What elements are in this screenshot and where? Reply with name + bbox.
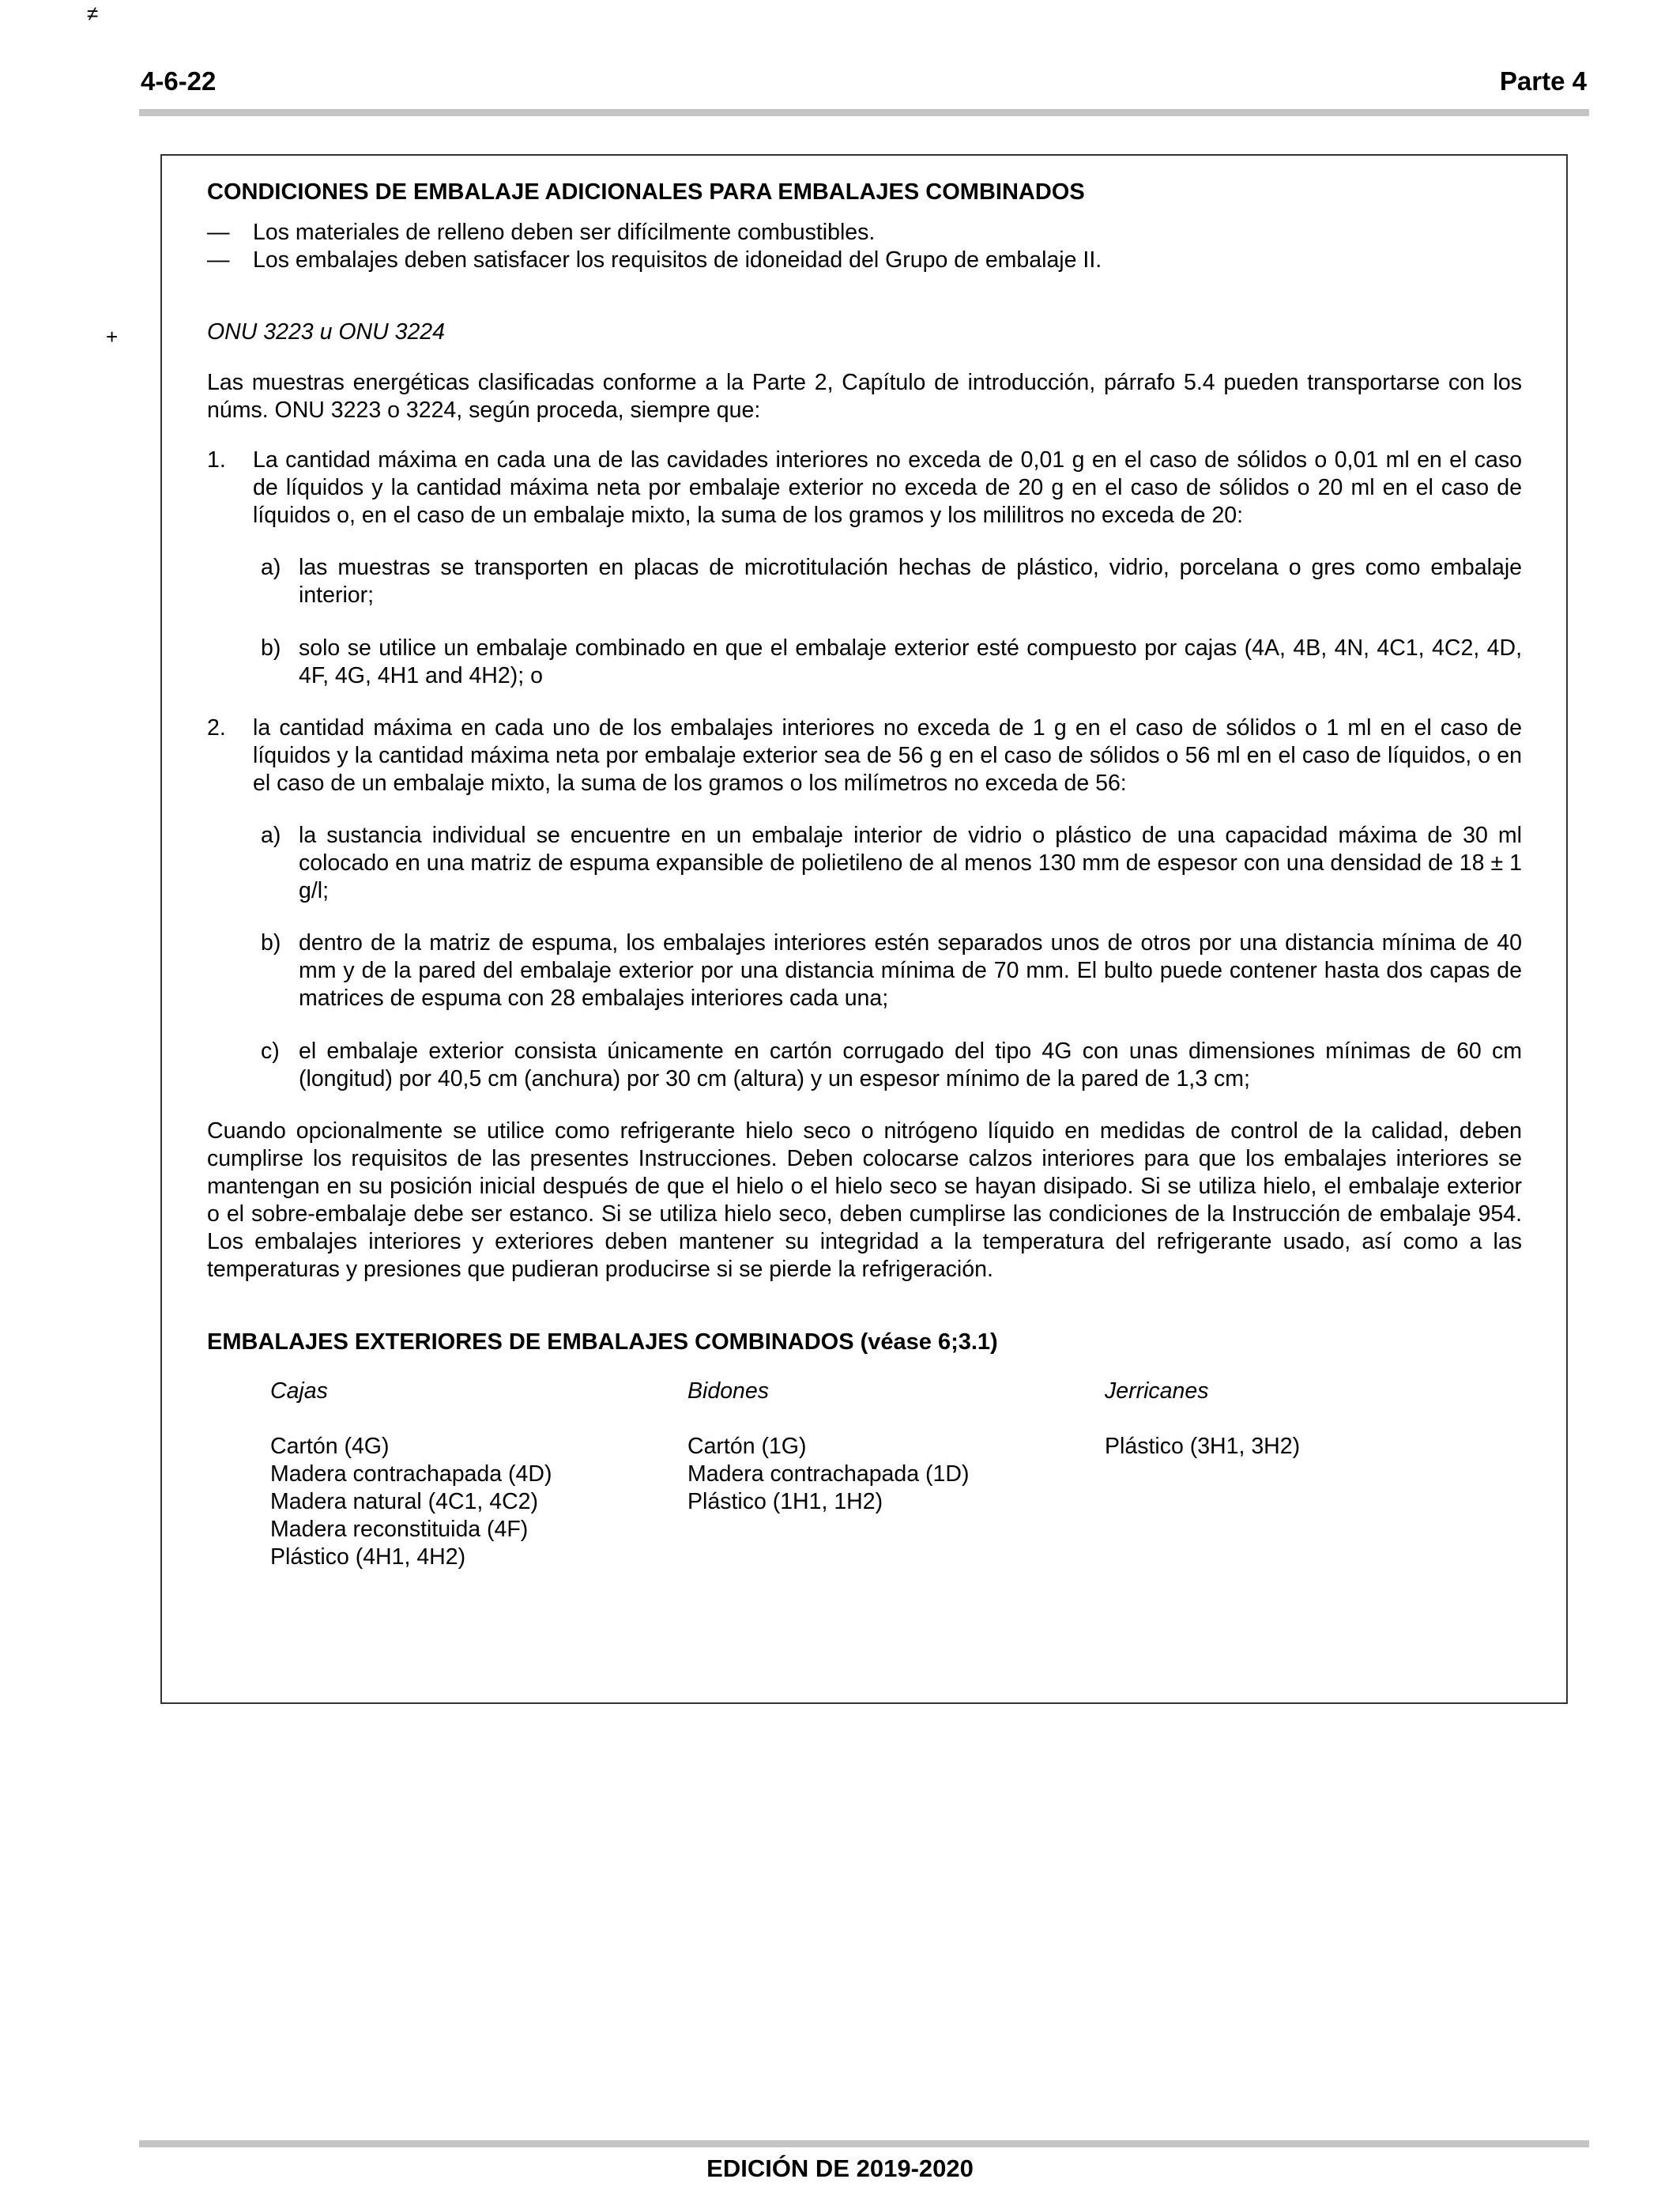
list-item: Cartón (1G): [687, 1434, 807, 1459]
column-jerricanes: [1105, 1378, 1522, 1571]
part-label: Parte 4: [1499, 66, 1587, 96]
dash-marker: —: [207, 247, 230, 273]
sub-item-letter: a): [261, 555, 281, 580]
refrigerant-paragraph: Cuando opcionalmente se utilice como refrigerante hielo seco o nitrógeno líquido en medidas de control de la calidad, deben cumplirse los requisitos de las presentes Instrucciones. Deben colocarse calzos interiores para que los embalajes interiores se mantengan en su posición inicial después de que el hielo o el hielo seco se hayan disipado. Si se utiliza hielo, el embalaje exterior o el sobre-embalaje debe ser estanco. Si se utiliza hielo seco, deben cumplirse las condiciones de la Instrucción de embalaje 954. Los embalajes interiores y exteriores deben mantener su integridad a la temperatura del refrigerante usado, así como a las temperaturas y presiones que pudieran producirse si se pierde la refrigeración.: [207, 1118, 1522, 1282]
onu-heading: ONU 3223 u ONU 3224: [207, 319, 445, 345]
list-item: Plástico (3H1, 3H2): [1105, 1434, 1301, 1459]
page-number: 4-6-22: [141, 66, 217, 96]
sub-item-letter: c): [261, 1039, 280, 1064]
additional-conditions-heading: CONDICIONES DE EMBALAJE ADICIONALES PARA EMBALAJES COMBINADOS: [207, 179, 1085, 205]
sub-item-text: el embalaje exterior consista únicamente en cartón corrugado del tipo 4G con unas dimensiones mínimas de 60 cm (longitud) por 40,5 cm (anchura) por 30 cm (altura) y un espesor mínimo de la pared de 1,3 cm;: [299, 1039, 1522, 1091]
sub-item-text: la sustancia individual se encuentre en un embalaje interior de vidrio o plástico de una capacidad máxima de 30 ml colocado en una matriz de espuma expansible de polietileno de al menos 130 mm de espesor con una densidad de 18 ± 1 g/l;: [299, 823, 1522, 903]
column-cajas: [270, 1378, 687, 1571]
list-item: Cartón (4G): [270, 1434, 390, 1459]
sub-item-letter: a): [261, 823, 281, 848]
sub-item: [261, 1038, 1522, 1093]
column-title: Jerricanes: [1105, 1378, 1209, 1404]
item-text: la cantidad máxima en cada uno de los embalajes interiores no exceda de 1 g en el caso de sólidos o 1 ml en el caso de líquidos y la cantidad máxima neta por embalaje exterior sea de 56 g en el caso de sólidos o 56 ml en el caso de líquidos, o en el caso de un embalaje mixto, la suma de los gramos o los milímetros no exceda de 56:: [253, 715, 1522, 796]
sub-item-letter: b): [261, 930, 281, 956]
sub-item: [261, 929, 1522, 1012]
sub-item-text: solo se utilice un embalaje combinado en que el embalaje exterior esté compuesto por cajas (4A, 4B, 4N, 4C1, 4C2, 4D, 4F, 4G, 4H1 and 4H2); o: [299, 635, 1522, 688]
list-item: [207, 219, 1522, 247]
footer-rule: [139, 2140, 1589, 2147]
list-item: Madera contrachapada (1D): [687, 1461, 970, 1487]
column-title: Cajas: [270, 1378, 328, 1404]
header-rule: [139, 109, 1589, 116]
list-item: [207, 247, 1522, 274]
list-item: Madera reconstituida (4F): [270, 1517, 529, 1542]
addition-mark: +: [106, 325, 119, 349]
sub-item-text: las muestras se transporten en placas de microtitulación hechas de plástico, vidrio, porcelana o gres como embalaje interior;: [299, 555, 1522, 608]
outer-packagings-heading: EMBALAJES EXTERIORES DE EMBALAJES COMBINADOS (véase 6;3.1): [207, 1329, 998, 1355]
item-text: La cantidad máxima en cada una de las cavidades interiores no exceda de 0,01 g en el caso de sólidos o 0,01 ml en el caso de líquidos y la cantidad máxima neta por embalaje exterior no exceda de 20 g en el caso de sólidos o 20 ml en el caso de líquidos o, en el caso de un embalaje mixto, la suma de los gramos y los mililitros no exceda de 20:: [253, 447, 1522, 528]
list-item: Plástico (1H1, 1H2): [687, 1489, 883, 1514]
sub-item: [261, 635, 1522, 690]
item-number: 2.: [207, 715, 226, 741]
change-mark: ≠: [87, 2, 99, 25]
sub-item: [261, 554, 1522, 609]
list-item: Madera contrachapada (4D): [270, 1461, 552, 1487]
condition-text: Los embalajes deben satisfacer los requisitos de idoneidad del Grupo de embalaje II.: [253, 247, 1102, 273]
sub-item: [261, 822, 1522, 905]
numbered-item-1: [207, 447, 1522, 530]
numbered-item-2: [207, 714, 1522, 797]
dash-marker: —: [207, 220, 230, 245]
edition-footer: EDICIÓN DE 2019-2020: [706, 2154, 974, 2182]
onu-intro: Las muestras energéticas clasificadas conforme a la Parte 2, Capítulo de introducción, párrafo 5.4 pueden transportarse con los núms. ONU 3223 o 3224, según proceda, siempre que:: [207, 370, 1522, 423]
sub-item-text: dentro de la matriz de espuma, los embalajes interiores estén separados unos de otros por una distancia mínima de 40 mm y de la pared del embalaje exterior por una distancia mínima de 70 mm. El bulto puede contener hasta dos capas de matrices de espuma con 28 embalajes interiores cada una;: [299, 930, 1522, 1011]
list-item: Plástico (4H1, 4H2): [270, 1544, 466, 1570]
sub-item-letter: b): [261, 635, 281, 661]
condition-text: Los materiales de relleno deben ser difícilmente combustibles.: [253, 220, 876, 245]
list-item: Madera natural (4C1, 4C2): [270, 1489, 538, 1514]
conditions-list: [207, 219, 1522, 274]
outer-packaging-columns: [270, 1378, 1522, 1571]
item-number: 1.: [207, 447, 226, 473]
instruction-content: [207, 174, 1522, 1571]
column-title: Bidones: [687, 1378, 769, 1404]
column-bidones: [687, 1378, 1105, 1571]
